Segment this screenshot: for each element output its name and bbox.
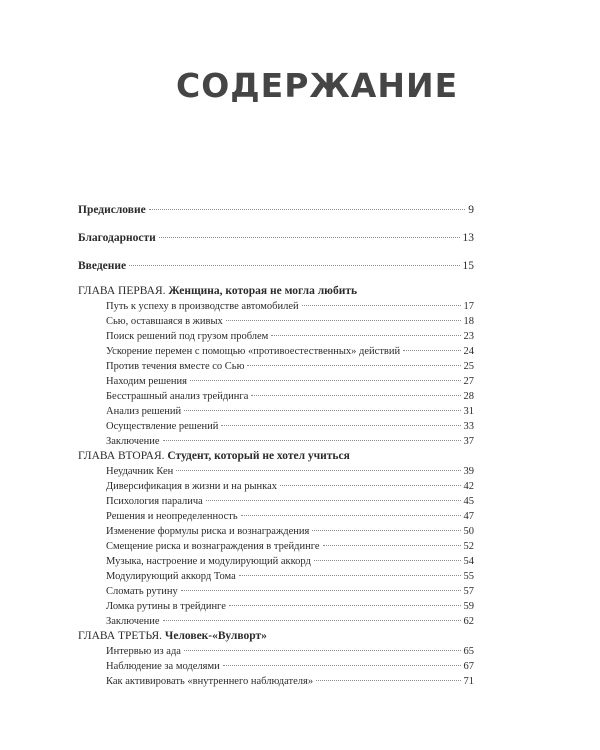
entry-title: Предисловие — [78, 204, 146, 216]
entry-page: 25 — [463, 361, 474, 372]
dot-leader — [280, 485, 461, 486]
chapter-name: Студент, который не хотел учиться — [167, 450, 350, 462]
dot-leader — [190, 380, 461, 381]
entry-title: Анализ решений — [106, 406, 182, 417]
dot-leader — [314, 560, 461, 561]
dot-leader — [206, 500, 461, 501]
chapter-2-heading[interactable] — [78, 450, 350, 462]
entry-title: Музыка, настроение и модулирующий аккорд — [106, 556, 311, 567]
dot-leader — [226, 320, 461, 321]
entry-page: 18 — [463, 316, 474, 327]
toc-entry[interactable] — [106, 616, 474, 631]
chapter-label: ГЛАВА ТРЕТЬЯ. — [78, 630, 163, 642]
entry-page: 24 — [463, 346, 474, 357]
toc-entry[interactable] — [106, 526, 474, 541]
toc-entry-preface[interactable] — [78, 204, 474, 219]
chapter-name: Человек-«Вулворт» — [164, 630, 267, 642]
toc-entry-acknowledgements[interactable] — [78, 232, 474, 247]
entry-title: Ускорение перемен с помощью «противоестественных» действий — [106, 346, 401, 357]
entry-title: Введение — [78, 260, 127, 272]
entry-page: 67 — [463, 661, 474, 672]
entry-title: Путь к успеху в производстве автомобилей — [106, 301, 299, 312]
toc-entry[interactable] — [106, 361, 474, 376]
toc-entry[interactable] — [106, 301, 474, 316]
entry-page: 57 — [463, 586, 474, 597]
entry-title: Смещение риска и вознаграждения в трейдинге — [106, 541, 320, 552]
dot-leader — [251, 395, 460, 396]
entry-page: 52 — [463, 541, 474, 552]
entry-page: 55 — [463, 571, 474, 582]
dot-leader — [247, 365, 460, 366]
entry-title: Поиск решений под грузом проблем — [106, 331, 269, 342]
entry-title: Сломать рутину — [106, 586, 178, 597]
entry-page: 23 — [463, 331, 474, 342]
dot-leader — [323, 545, 461, 546]
page-title: СОДЕРЖАНИЕ — [176, 66, 459, 105]
entry-page: 65 — [463, 646, 474, 657]
toc-entry[interactable] — [106, 646, 474, 661]
dot-leader — [229, 605, 461, 606]
toc-entry[interactable] — [106, 511, 474, 526]
entry-title: Неудачник Кен — [106, 466, 174, 477]
entry-title: Находим решения — [106, 376, 187, 387]
entry-title: Диверсификация в жизни и на рынках — [106, 481, 277, 492]
dot-leader — [271, 335, 460, 336]
entry-page: 28 — [463, 391, 474, 402]
entry-title: Сью, оставшаяся в живых — [106, 316, 223, 327]
entry-page: 13 — [462, 232, 474, 244]
entry-page: 31 — [463, 406, 474, 417]
toc-entry[interactable] — [106, 586, 474, 601]
entry-page: 37 — [463, 436, 474, 447]
entry-page: 17 — [463, 301, 474, 312]
dot-leader — [302, 305, 461, 306]
entry-page: 71 — [463, 676, 474, 687]
dot-leader — [316, 680, 460, 681]
toc-entry[interactable] — [106, 406, 474, 421]
entry-title: Благодарности — [78, 232, 156, 244]
dot-leader — [159, 237, 460, 238]
dot-leader — [129, 265, 459, 266]
entry-title: Интервью из ада — [106, 646, 181, 657]
entry-page: 9 — [468, 204, 474, 216]
entry-page: 59 — [463, 601, 474, 612]
toc-entry[interactable] — [106, 436, 474, 451]
toc-entry[interactable] — [106, 331, 474, 346]
dot-leader — [163, 620, 461, 621]
toc-entry[interactable] — [106, 541, 474, 556]
dot-leader — [163, 440, 461, 441]
entry-page: 15 — [462, 260, 474, 272]
entry-title: Модулирующий аккорд Тома — [106, 571, 236, 582]
entry-page: 27 — [463, 376, 474, 387]
dot-leader — [149, 209, 466, 210]
toc-entry[interactable] — [106, 556, 474, 571]
dot-leader — [239, 575, 461, 576]
dot-leader — [184, 410, 460, 411]
entry-title: Изменение формулы риска и вознаграждения — [106, 526, 310, 537]
entry-title: Заключение — [106, 436, 160, 447]
dot-leader — [312, 530, 460, 531]
entry-title: Психология паралича — [106, 496, 203, 507]
chapter-label: ГЛАВА ВТОРАЯ. — [78, 450, 165, 462]
dot-leader — [403, 350, 460, 351]
toc-entry-introduction[interactable] — [78, 260, 474, 275]
entry-title: Бесстрашный анализ трейдинга — [106, 391, 249, 402]
toc-entry[interactable] — [106, 391, 474, 406]
entry-page: 50 — [463, 526, 474, 537]
dot-leader — [223, 665, 461, 666]
entry-title: Наблюдение за моделями — [106, 661, 220, 672]
chapter-name: Женщина, которая не могла любить — [168, 285, 358, 297]
entry-page: 47 — [463, 511, 474, 522]
dot-leader — [241, 515, 461, 516]
entry-title: Как активировать «внутреннего наблюдателя» — [106, 676, 314, 687]
toc-entry[interactable] — [106, 481, 474, 496]
entry-page: 45 — [463, 496, 474, 507]
chapter-1-heading[interactable] — [78, 285, 357, 297]
dot-leader — [181, 590, 461, 591]
toc-entry[interactable] — [106, 316, 474, 331]
entry-page: 42 — [463, 481, 474, 492]
chapter-3-heading[interactable] — [78, 630, 267, 642]
dot-leader — [221, 425, 460, 426]
toc-entry[interactable] — [106, 346, 474, 361]
toc-entry[interactable] — [106, 421, 474, 436]
toc-entry[interactable] — [106, 661, 474, 676]
entry-page: 62 — [463, 616, 474, 627]
entry-page: 33 — [463, 421, 474, 432]
chapter-label: ГЛАВА ПЕРВАЯ. — [78, 285, 166, 297]
toc-entry[interactable] — [106, 601, 474, 616]
entry-title: Осуществление решений — [106, 421, 219, 432]
entry-page: 39 — [463, 466, 474, 477]
entry-title: Против течения вместе со Сью — [106, 361, 245, 372]
dot-leader — [176, 470, 460, 471]
dot-leader — [184, 650, 461, 651]
entry-title: Ломка рутины в трейдинге — [106, 601, 226, 612]
toc-entry[interactable] — [106, 376, 474, 391]
toc-entry[interactable] — [106, 676, 474, 691]
entry-page: 54 — [463, 556, 474, 567]
toc-entry[interactable] — [106, 496, 474, 511]
toc-entry[interactable] — [106, 571, 474, 586]
toc-entry[interactable] — [106, 466, 474, 481]
entry-title: Заключение — [106, 616, 160, 627]
entry-title: Решения и неопределенность — [106, 511, 238, 522]
